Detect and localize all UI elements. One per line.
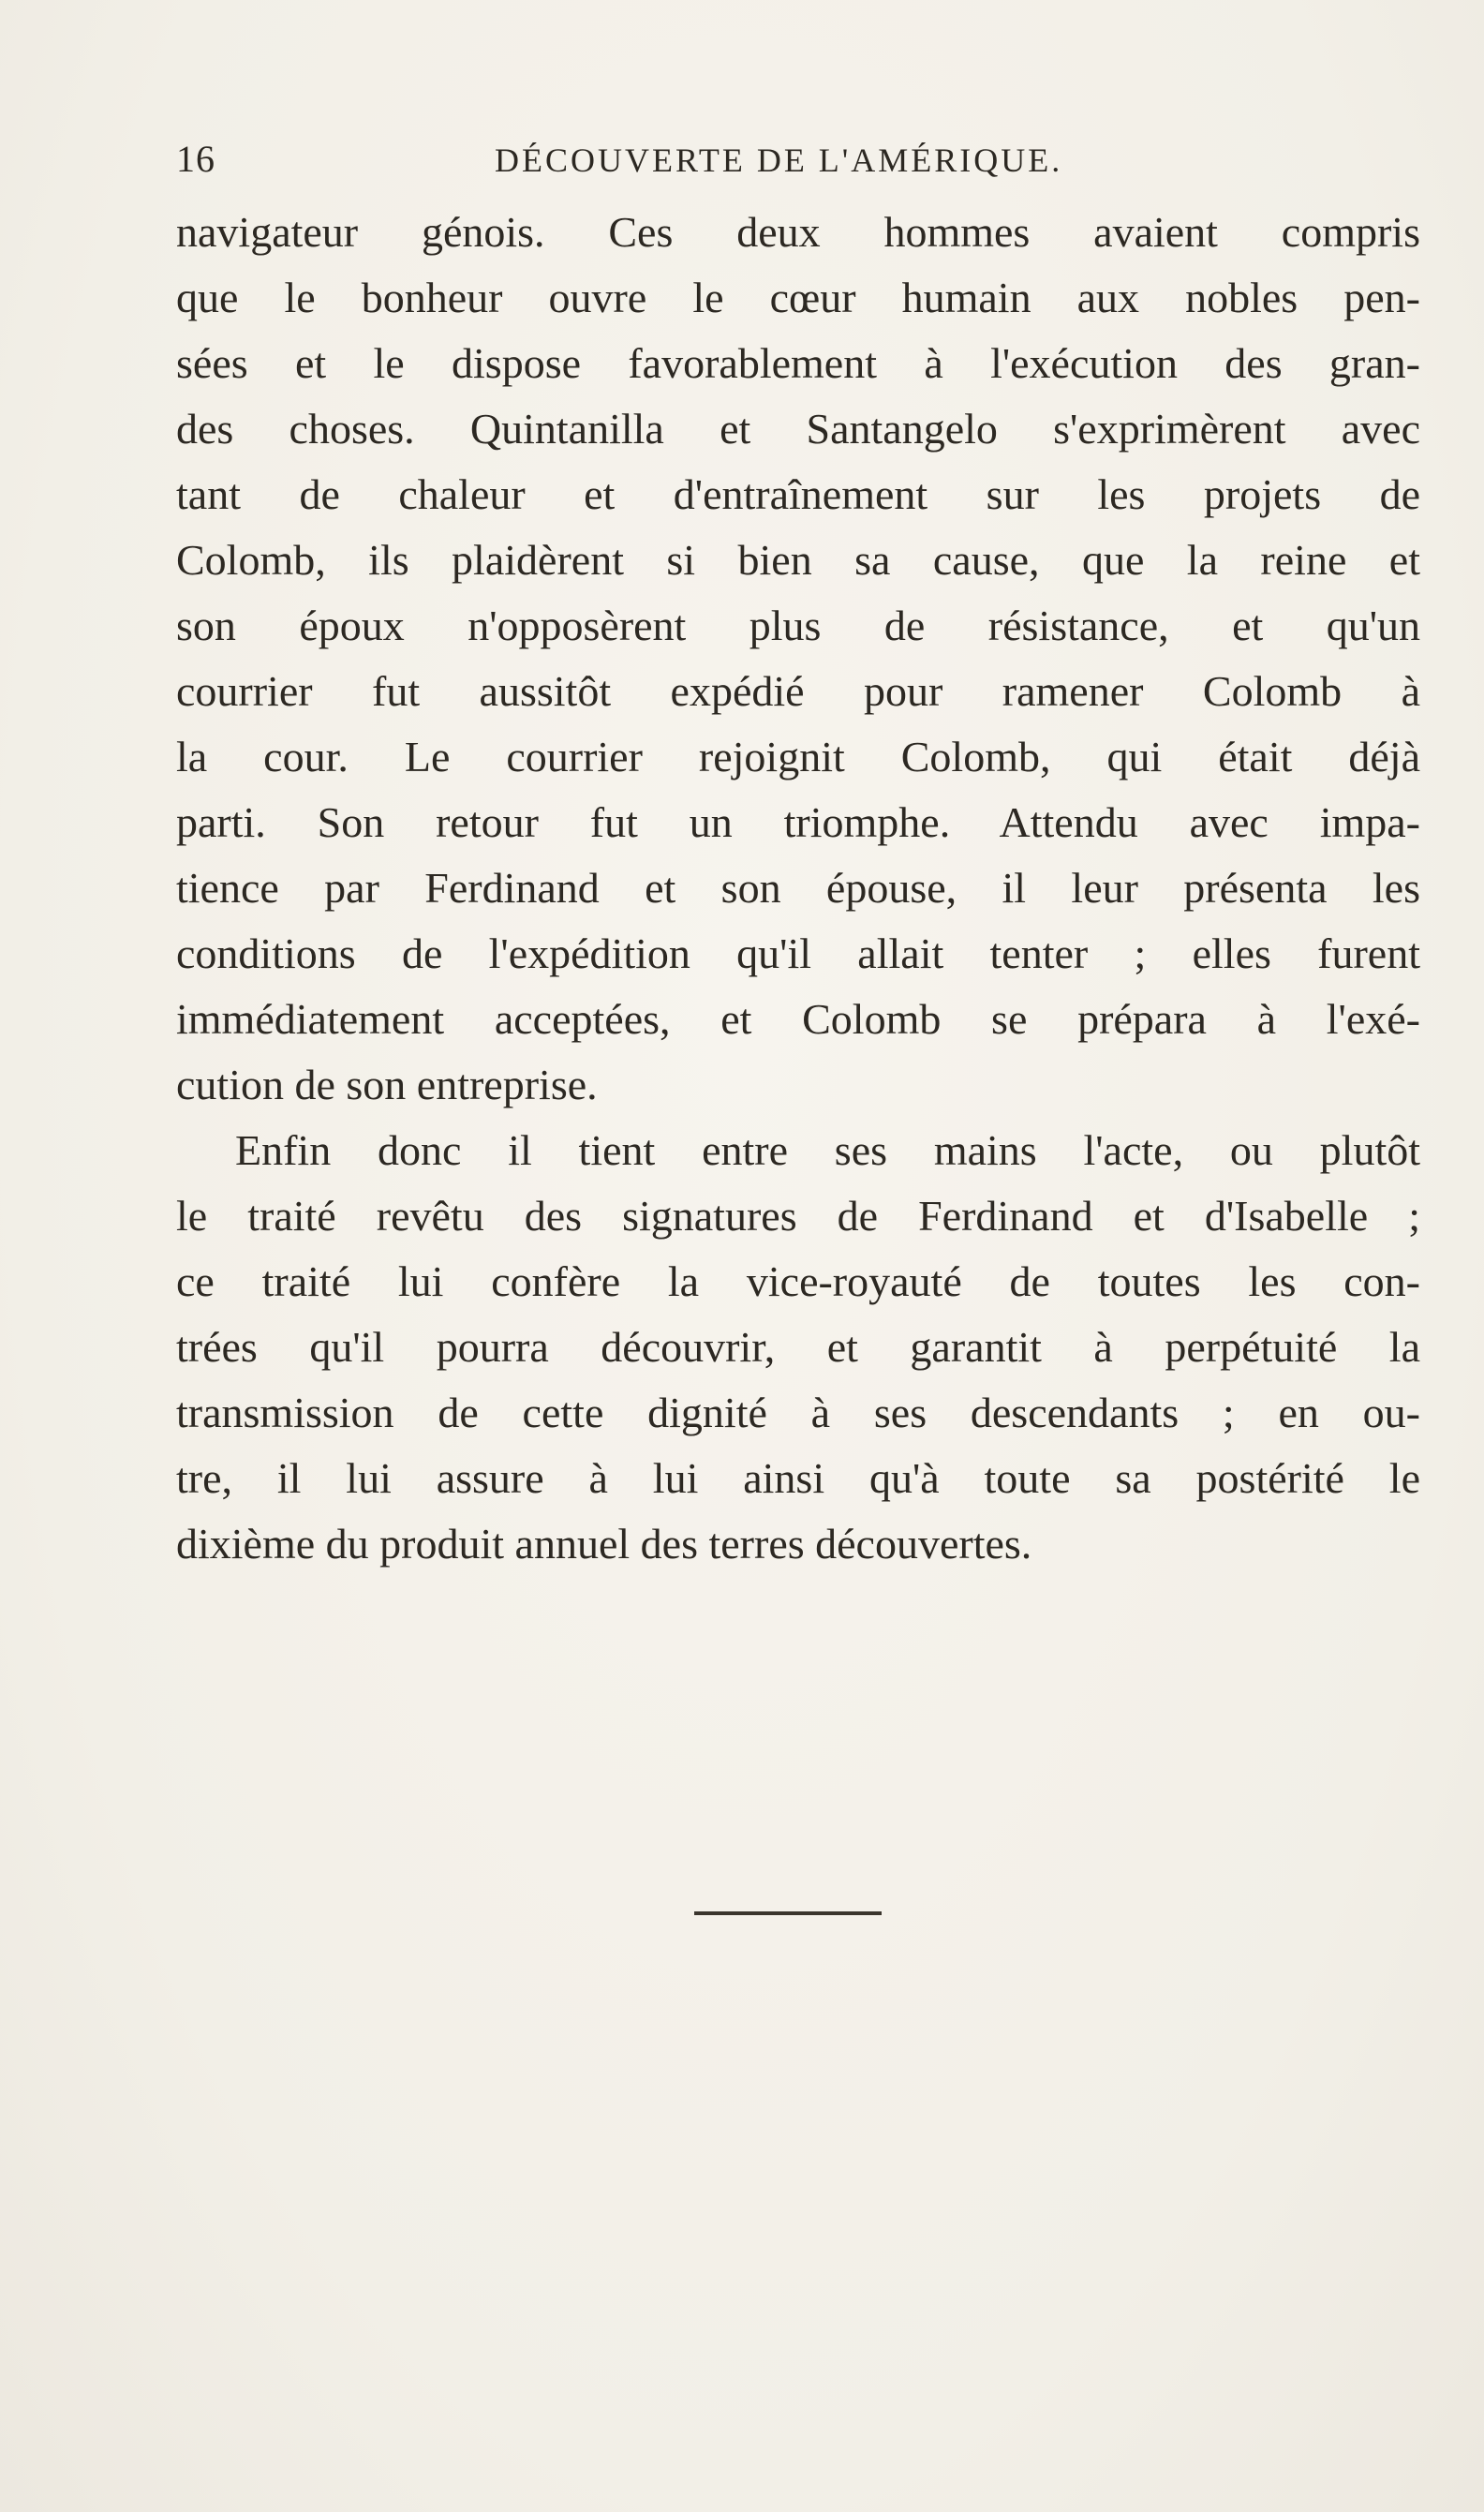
text-line: la cour. Le courrier rejoignit Colomb, qui était déjà [176, 733, 1420, 780]
text-line: son époux n'opposèrent plus de résistance, et qu'un [176, 602, 1420, 649]
page-number: 16 [176, 138, 215, 180]
body-text [176, 200, 1420, 1577]
text-line: tre, il lui assure à lui ainsi qu'à toute sa postérité le [176, 1454, 1420, 1502]
text-line: navigateur génois. Ces deux hommes avaient compris [176, 208, 1420, 256]
text-line: le traité revêtu des signatures de Ferdinand et d'Isabelle ; [176, 1192, 1420, 1240]
text-line: tience par Ferdinand et son épouse, il leur présenta les [176, 864, 1420, 912]
text-line: parti. Son retour fut un triomphe. Attendu avec impa- [176, 798, 1420, 846]
text-line: transmission de cette dignité à ses descendants ; en ou- [176, 1389, 1420, 1436]
text-line: tant de chaleur et d'entraînement sur les projets de [176, 470, 1420, 518]
text-line: ce traité lui confère la vice-royauté de toutes les con- [176, 1257, 1420, 1305]
text-line: dixième du produit annuel des terres découvertes. [176, 1520, 1032, 1568]
text-line: immédiatement acceptées, et Colomb se prépara à l'exé- [176, 995, 1420, 1043]
running-head: DÉCOUVERTE DE L'AMÉRIQUE. [495, 141, 1063, 179]
text-line: Enfin donc il tient entre ses mains l'acte, ou plutôt [235, 1126, 1420, 1174]
page-header [176, 131, 1420, 187]
section-end-rule [694, 1911, 882, 1915]
text-line: des choses. Quintanilla et Santangelo s'exprimèrent avec [176, 405, 1420, 453]
text-line: conditions de l'expédition qu'il allait tenter ; elles furent [176, 929, 1420, 977]
text-line: trées qu'il pourra découvrir, et garantit à perpétuité la [176, 1323, 1420, 1371]
text-line: que le bonheur ouvre le cœur humain aux nobles pen- [176, 274, 1420, 321]
paragraph [176, 1118, 1420, 1577]
paragraph [176, 200, 1420, 1118]
text-line: sées et le dispose favorablement à l'exécution des gran- [176, 339, 1420, 387]
text-line: cution de son entreprise. [176, 1061, 598, 1108]
text-line: Colomb, ils plaidèrent si bien sa cause, que la reine et [176, 536, 1420, 584]
text-line: courrier fut aussitôt expédié pour ramener Colomb à [176, 667, 1420, 715]
